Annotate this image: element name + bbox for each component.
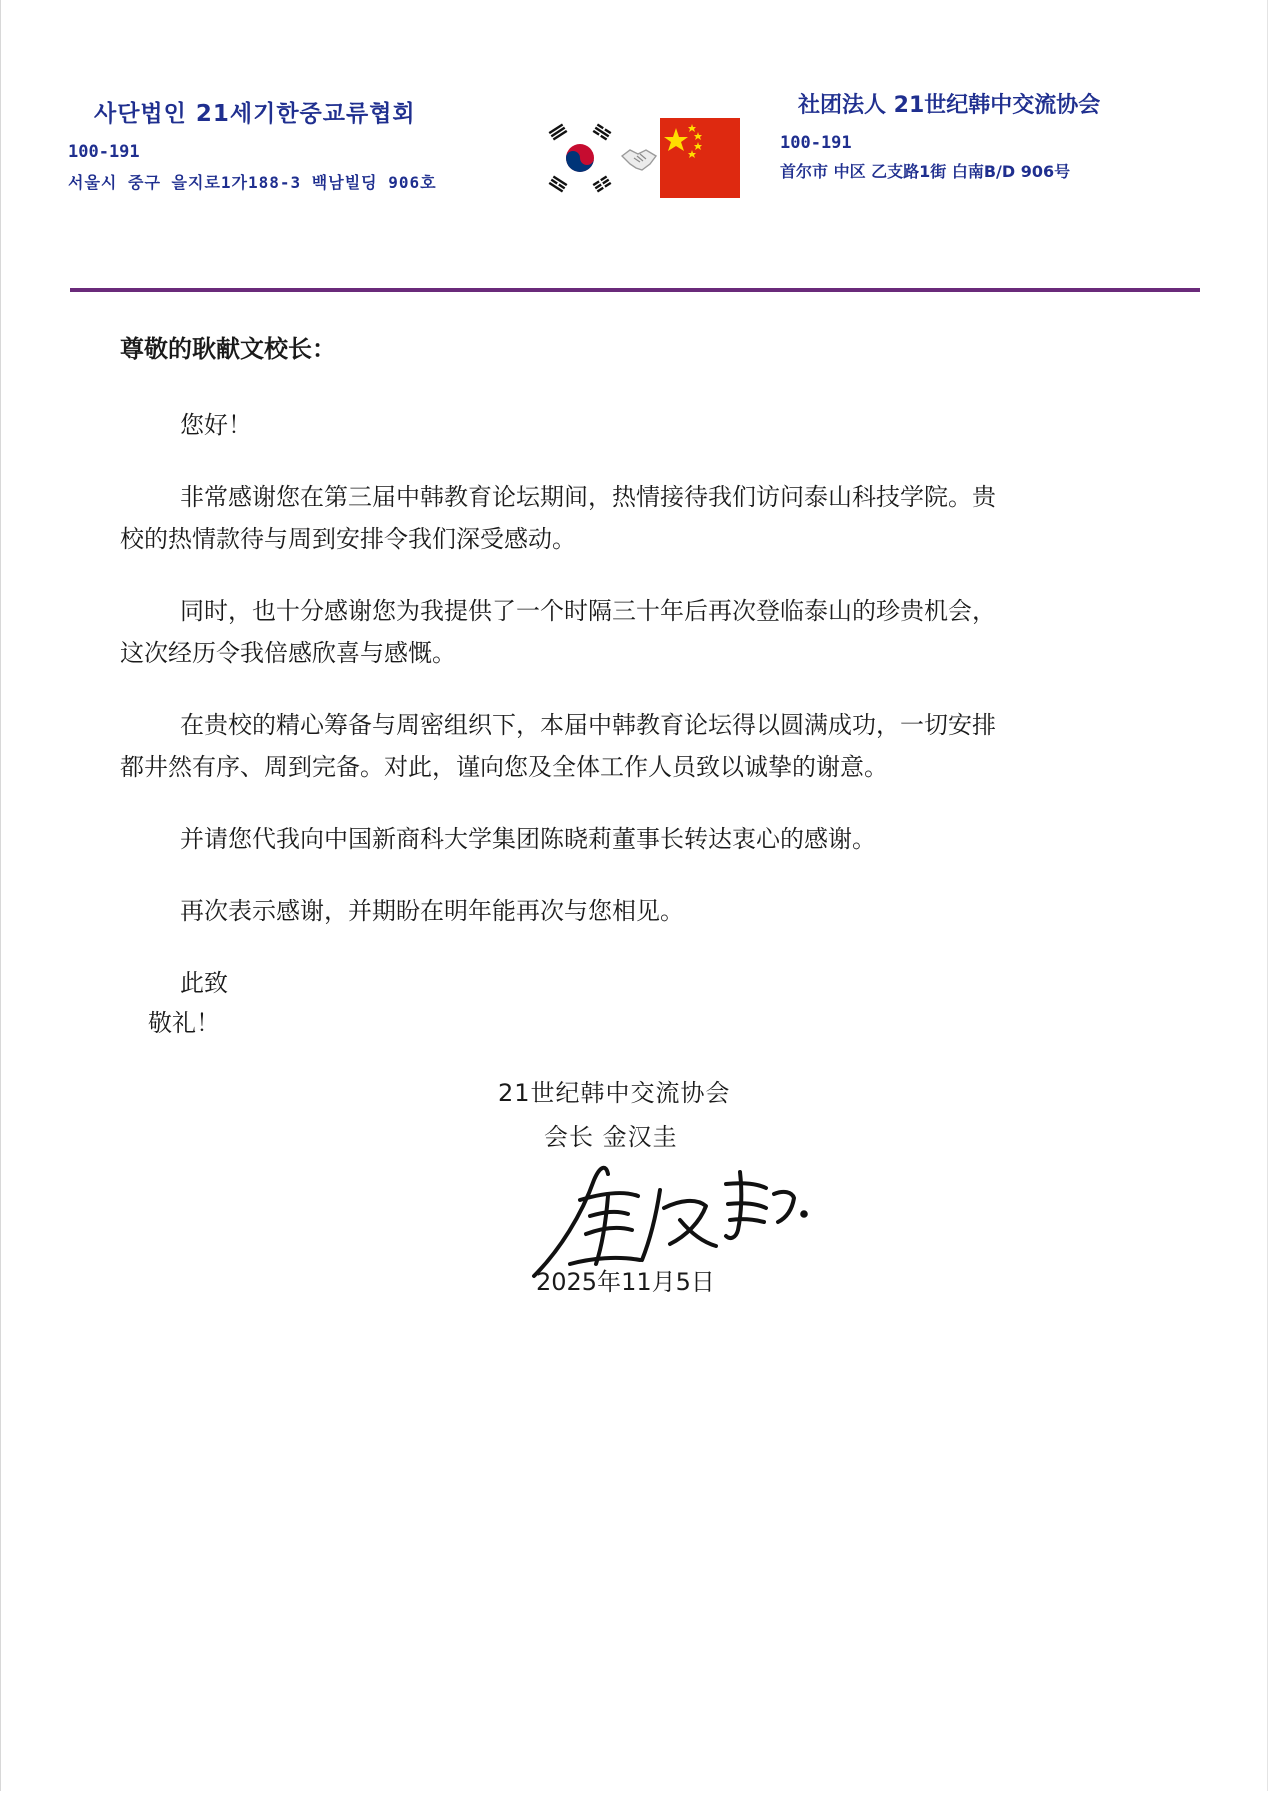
korean-org-name: 사단법인 21세기한중교류협회 (94, 101, 416, 127)
signatory-title-name: 会长 金汉圭 (544, 1123, 678, 1151)
korea-flag-icon (548, 118, 612, 198)
korean-address: 서울시 중구 을지로1가188-3 백남빌딩 906호 (68, 173, 437, 192)
paragraph-1-line-2: 校的热情款待与周到安排令我们深受感动。 (120, 525, 576, 553)
closing-line-2: 敬礼！ (148, 1009, 220, 1037)
closing-line-1: 此致 (180, 969, 228, 997)
chinese-postal-code: 100-191 (780, 133, 852, 153)
letter-date: 2025年11月5日 (536, 1268, 715, 1296)
korean-postal-code: 100-191 (68, 142, 140, 162)
header-divider (70, 288, 1200, 292)
paragraph-3-line-1: 在贵校的精心筹备与周密组织下，本届中韩教育论坛得以圆满成功，一切安排 (180, 711, 996, 739)
letterhead-korean (68, 95, 538, 193)
greeting: 您好！ (180, 411, 252, 439)
paragraph-3-line-2: 都井然有序、周到完备。对此，谨向您及全体工作人员致以诚挚的谢意。 (120, 753, 888, 781)
letterhead-chinese (780, 88, 1220, 182)
paragraph-5: 再次表示感谢，并期盼在明年能再次与您相见。 (180, 897, 684, 925)
china-flag-icon (660, 118, 740, 198)
salutation: 尊敬的耿献文校长： (120, 335, 336, 363)
paragraph-4: 并请您代我向中国新商科大学集团陈晓莉董事长转达衷心的感谢。 (180, 825, 876, 853)
handshake-icon (620, 142, 658, 176)
paragraph-2-line-1: 同时，也十分感谢您为我提供了一个时隔三十年后再次登临泰山的珍贵机会， (180, 597, 996, 625)
chinese-org-name: 社团法人 21世纪韩中交流协会 (798, 93, 1101, 118)
paragraph-2-line-2: 这次经历令我倍感欣喜与感慨。 (120, 639, 456, 667)
signatory-organization: 21世纪韩中交流协会 (498, 1079, 731, 1107)
chinese-address: 首尔市 中区 乙支路1街 白南B/D 906号 (780, 162, 1071, 181)
paragraph-1-line-1: 非常感谢您在第三届中韩教育论坛期间，热情接待我们访问泰山科技学院。贵 (180, 483, 996, 511)
